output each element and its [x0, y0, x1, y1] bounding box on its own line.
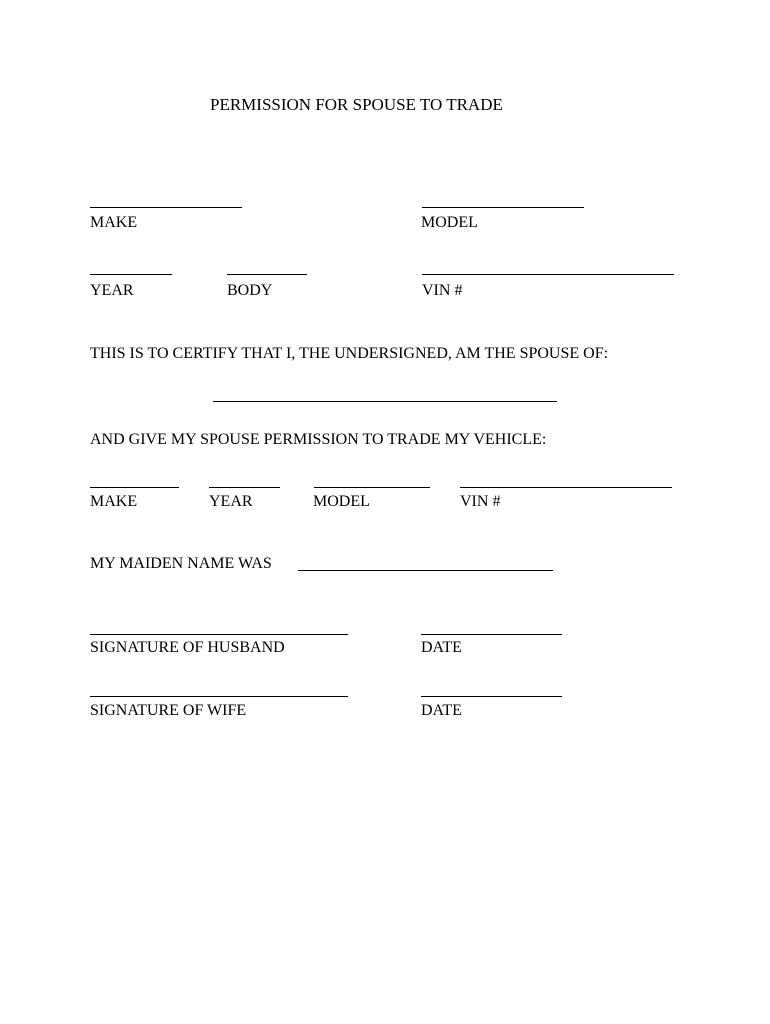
document-title: PERMISSION FOR SPOUSE TO TRADE	[210, 95, 503, 114]
year-label: YEAR	[90, 282, 134, 299]
permission-statement: AND GIVE MY SPOUSE PERMISSION TO TRADE MY VEHICLE:	[90, 431, 547, 448]
vehicle-vin-label: VIN #	[460, 493, 501, 510]
spouse-name-blank-line	[213, 401, 557, 402]
year-blank-line	[90, 274, 172, 275]
vin-label: VIN #	[422, 282, 463, 299]
body-label: BODY	[227, 282, 273, 299]
wife-signature-blank-line	[90, 696, 348, 697]
maiden-name-blank-line	[298, 570, 553, 571]
husband-date-blank-line	[421, 634, 562, 635]
vehicle-model-blank-line	[314, 487, 430, 488]
husband-date-label: DATE	[421, 639, 462, 656]
make-blank-line	[90, 207, 242, 208]
certify-statement: THIS IS TO CERTIFY THAT I, THE UNDERSIGNED, AM THE SPOUSE OF:	[90, 345, 609, 362]
vehicle-year-label: YEAR	[209, 493, 253, 510]
model-label: MODEL	[421, 214, 478, 231]
wife-date-blank-line	[421, 696, 562, 697]
maiden-name-label: MY MAIDEN NAME WAS	[90, 555, 272, 572]
body-blank-line	[227, 274, 307, 275]
vehicle-vin-blank-line	[460, 487, 672, 488]
wife-date-label: DATE	[421, 702, 462, 719]
vehicle-model-label: MODEL	[313, 493, 370, 510]
vehicle-year-blank-line	[209, 487, 280, 488]
vehicle-make-blank-line	[90, 487, 179, 488]
wife-signature-label: SIGNATURE OF WIFE	[90, 702, 247, 719]
model-blank-line	[422, 207, 584, 208]
vin-blank-line	[422, 274, 674, 275]
husband-signature-label: SIGNATURE OF HUSBAND	[90, 639, 285, 656]
vehicle-make-label: MAKE	[90, 493, 138, 510]
husband-signature-blank-line	[90, 634, 348, 635]
make-label: MAKE	[90, 214, 138, 231]
